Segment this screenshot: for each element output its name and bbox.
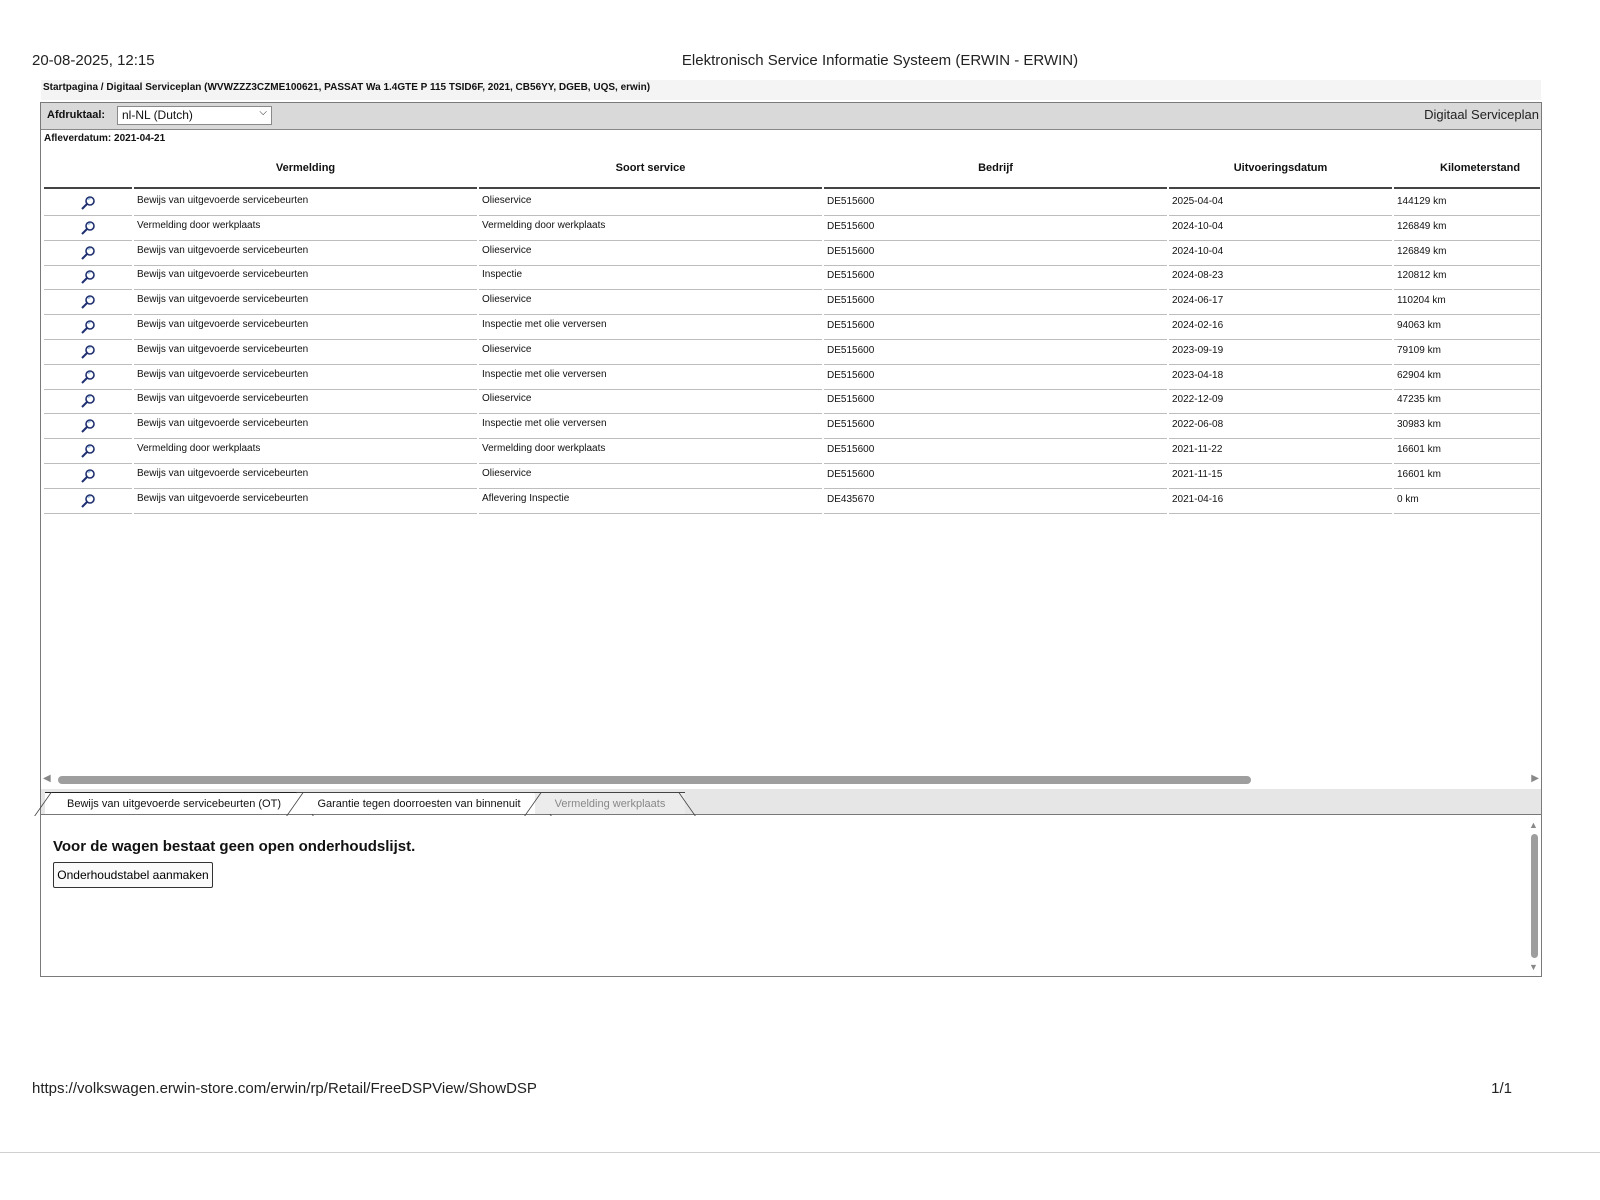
cell-soort-service: Aflevering Inspectie (479, 489, 822, 514)
cell-bedrijf: DE515600 (824, 265, 1167, 290)
cell-kilometerstand: 62904 km (1394, 365, 1540, 390)
vertical-scrollbar[interactable] (1529, 820, 1539, 972)
column-header-kilometerstand[interactable] (1394, 149, 1540, 189)
cell-vermelding: Bewijs van uitgevoerde servicebeurten (134, 389, 477, 414)
table-row[interactable] (44, 290, 1540, 315)
cell-kilometerstand: 0 km (1394, 489, 1540, 514)
cell-vermelding: Bewijs van uitgevoerde servicebeurten (134, 489, 477, 514)
cell-vermelding: Bewijs van uitgevoerde servicebeurten (134, 241, 477, 266)
create-maintenance-table-button[interactable]: Onderhoudstabel aanmaken (53, 862, 213, 888)
cell-soort-service: Inspectie met olie verversen (479, 315, 822, 340)
cell-kilometerstand: 16601 km (1394, 439, 1540, 464)
cell-bedrijf: DE515600 (824, 191, 1167, 216)
magnifier-icon[interactable] (44, 414, 132, 439)
column-header-bedrijf[interactable]: Bedrijf (824, 149, 1167, 189)
horizontal-scrollbar[interactable] (41, 773, 1541, 787)
table-row[interactable] (44, 340, 1540, 365)
cell-vermelding: Bewijs van uitgevoerde servicebeurten (134, 464, 477, 489)
column-header-soort-service[interactable]: Soort service (479, 149, 822, 189)
cell-bedrijf: DE515600 (824, 439, 1167, 464)
table-row[interactable] (44, 315, 1540, 340)
cell-bedrijf: DE515600 (824, 389, 1167, 414)
service-table (44, 149, 1540, 769)
cell-vermelding: Bewijs van uitgevoerde servicebeurten (134, 340, 477, 365)
print-header (0, 50, 1600, 74)
cell-uitvoeringsdatum: 2024-06-17 (1169, 290, 1392, 315)
cell-vermelding: Bewijs van uitgevoerde servicebeurten (134, 365, 477, 390)
magnifier-icon[interactable] (44, 340, 132, 365)
cell-bedrijf: DE435670 (824, 489, 1167, 514)
table-row[interactable] (44, 439, 1540, 464)
tab-garantie-doorroesten[interactable]: Garantie tegen doorroesten van binnenuit (297, 792, 541, 814)
cell-vermelding: Bewijs van uitgevoerde servicebeurten (134, 265, 477, 290)
tab-bar (41, 789, 1541, 815)
page-title: Digitaal Serviceplan (1424, 107, 1539, 122)
cell-vermelding: Bewijs van uitgevoerde servicebeurten (134, 414, 477, 439)
delivery-date: Afleverdatum: 2021-04-21 (44, 133, 166, 144)
magnifier-icon[interactable] (44, 265, 132, 290)
magnifier-icon[interactable] (44, 489, 132, 514)
cell-uitvoeringsdatum: 2021-11-15 (1169, 464, 1392, 489)
breadcrumb[interactable]: Startpagina / Digitaal Serviceplan (WVWZZZ3CZME100621, PASSAT Wa 1.4GTE P 115 TSID6F, 2021, CB56YY, DGEB, UQS, erwin) (41, 80, 1541, 100)
table-row[interactable] (44, 365, 1540, 390)
cell-bedrijf: DE515600 (824, 216, 1167, 241)
cell-soort-service: Olieservice (479, 290, 822, 315)
arrow-left-icon[interactable]: ◀ (43, 773, 51, 784)
cell-soort-service: Olieservice (479, 389, 822, 414)
cell-bedrijf: DE515600 (824, 340, 1167, 365)
cell-uitvoeringsdatum: 2023-04-18 (1169, 365, 1392, 390)
cell-kilometerstand: 120812 km (1394, 265, 1540, 290)
divider (0, 1152, 1600, 1153)
magnifier-icon[interactable] (44, 439, 132, 464)
cell-uitvoeringsdatum: 2021-11-22 (1169, 439, 1392, 464)
cell-uitvoeringsdatum: 2022-06-08 (1169, 414, 1392, 439)
cell-soort-service: Olieservice (479, 191, 822, 216)
print-datetime: 20-08-2025, 12:15 (32, 52, 155, 69)
chevron-down-icon: ⌵ (259, 107, 267, 118)
magnifier-icon[interactable] (44, 241, 132, 266)
arrow-right-icon[interactable]: ▶ (1531, 773, 1539, 784)
cell-uitvoeringsdatum: 2023-09-19 (1169, 340, 1392, 365)
magnifier-icon[interactable] (44, 365, 132, 390)
cell-uitvoeringsdatum: 2024-02-16 (1169, 315, 1392, 340)
tab-bewijs-servicebeurten[interactable]: Bewijs van uitgevoerde servicebeurten (OT) (45, 792, 303, 814)
cell-soort-service: Olieservice (479, 340, 822, 365)
cell-kilometerstand: 16601 km (1394, 464, 1540, 489)
language-select[interactable] (117, 106, 272, 125)
cell-vermelding: Vermelding door werkplaats (134, 216, 477, 241)
table-row[interactable] (44, 489, 1540, 514)
cell-soort-service: Inspectie met olie verversen (479, 365, 822, 390)
magnifier-icon[interactable] (44, 290, 132, 315)
cell-vermelding: Bewijs van uitgevoerde servicebeurten (134, 315, 477, 340)
cell-kilometerstand: 110204 km (1394, 290, 1540, 315)
toolbar (41, 103, 1541, 130)
cell-uitvoeringsdatum: 2025-04-04 (1169, 191, 1392, 216)
language-label: Afdruktaal: (47, 109, 106, 121)
table-row[interactable] (44, 265, 1540, 290)
table-row[interactable] (44, 216, 1540, 241)
column-header-kilometerstand-label: Kilometerstand (1440, 162, 1521, 174)
cell-soort-service: Olieservice (479, 241, 822, 266)
print-page-number: 1/1 (1491, 1080, 1512, 1097)
column-header-action (44, 149, 132, 189)
cell-kilometerstand: 30983 km (1394, 414, 1540, 439)
cell-bedrijf: DE515600 (824, 414, 1167, 439)
magnifier-icon[interactable] (44, 191, 132, 216)
arrow-down-icon[interactable]: ▼ (1529, 962, 1538, 972)
magnifier-icon[interactable] (44, 389, 132, 414)
table-row[interactable] (44, 241, 1540, 266)
column-header-vermelding[interactable]: Vermelding (134, 149, 477, 189)
magnifier-icon[interactable] (44, 315, 132, 340)
cell-bedrijf: DE515600 (824, 365, 1167, 390)
print-title: Elektronisch Service Informatie Systeem (ERWIN - ERWIN) (681, 52, 1079, 69)
cell-kilometerstand: 47235 km (1394, 389, 1540, 414)
cell-bedrijf: DE515600 (824, 315, 1167, 340)
cell-bedrijf: DE515600 (824, 290, 1167, 315)
magnifier-icon[interactable] (44, 464, 132, 489)
cell-vermelding: Vermelding door werkplaats (134, 439, 477, 464)
cell-soort-service: Olieservice (479, 464, 822, 489)
cell-uitvoeringsdatum: 2024-08-23 (1169, 265, 1392, 290)
table-row[interactable] (44, 464, 1540, 489)
cell-kilometerstand: 126849 km (1394, 216, 1540, 241)
cell-bedrijf: DE515600 (824, 241, 1167, 266)
cell-kilometerstand: 126849 km (1394, 241, 1540, 266)
cell-bedrijf: DE515600 (824, 464, 1167, 489)
no-maintenance-message: Voor de wagen bestaat geen open onderhoudslijst. (53, 838, 416, 855)
cell-soort-service: Vermelding door werkplaats (479, 216, 822, 241)
cell-vermelding: Bewijs van uitgevoerde servicebeurten (134, 290, 477, 315)
table-row[interactable] (44, 414, 1540, 439)
language-value: nl-NL (Dutch) (122, 108, 193, 122)
print-url: https://volkswagen.erwin-store.com/erwin/rp/Retail/FreeDSPView/ShowDSP (32, 1080, 537, 1097)
table-row[interactable] (44, 191, 1540, 216)
table-row[interactable] (44, 389, 1540, 414)
tab-vermelding-werkplaats[interactable]: Vermelding werkplaats (535, 792, 685, 814)
cell-uitvoeringsdatum: 2021-04-16 (1169, 489, 1392, 514)
cell-kilometerstand: 94063 km (1394, 315, 1540, 340)
magnifier-icon[interactable] (44, 216, 132, 241)
cell-uitvoeringsdatum: 2024-10-04 (1169, 216, 1392, 241)
cell-soort-service: Vermelding door werkplaats (479, 439, 822, 464)
arrow-up-icon[interactable]: ▲ (1529, 820, 1538, 830)
maintenance-panel (41, 816, 1541, 976)
column-header-uitvoeringsdatum[interactable]: Uitvoeringsdatum (1169, 149, 1392, 189)
cell-kilometerstand: 79109 km (1394, 340, 1540, 365)
service-plan-frame (40, 102, 1542, 977)
cell-soort-service: Inspectie (479, 265, 822, 290)
scrollbar-thumb[interactable] (58, 776, 1251, 784)
cell-kilometerstand: 144129 km (1394, 191, 1540, 216)
cell-vermelding: Bewijs van uitgevoerde servicebeurten (134, 191, 477, 216)
vertical-scrollbar-thumb[interactable] (1531, 834, 1538, 958)
cell-uitvoeringsdatum: 2022-12-09 (1169, 389, 1392, 414)
cell-soort-service: Inspectie met olie verversen (479, 414, 822, 439)
cell-uitvoeringsdatum: 2024-10-04 (1169, 241, 1392, 266)
